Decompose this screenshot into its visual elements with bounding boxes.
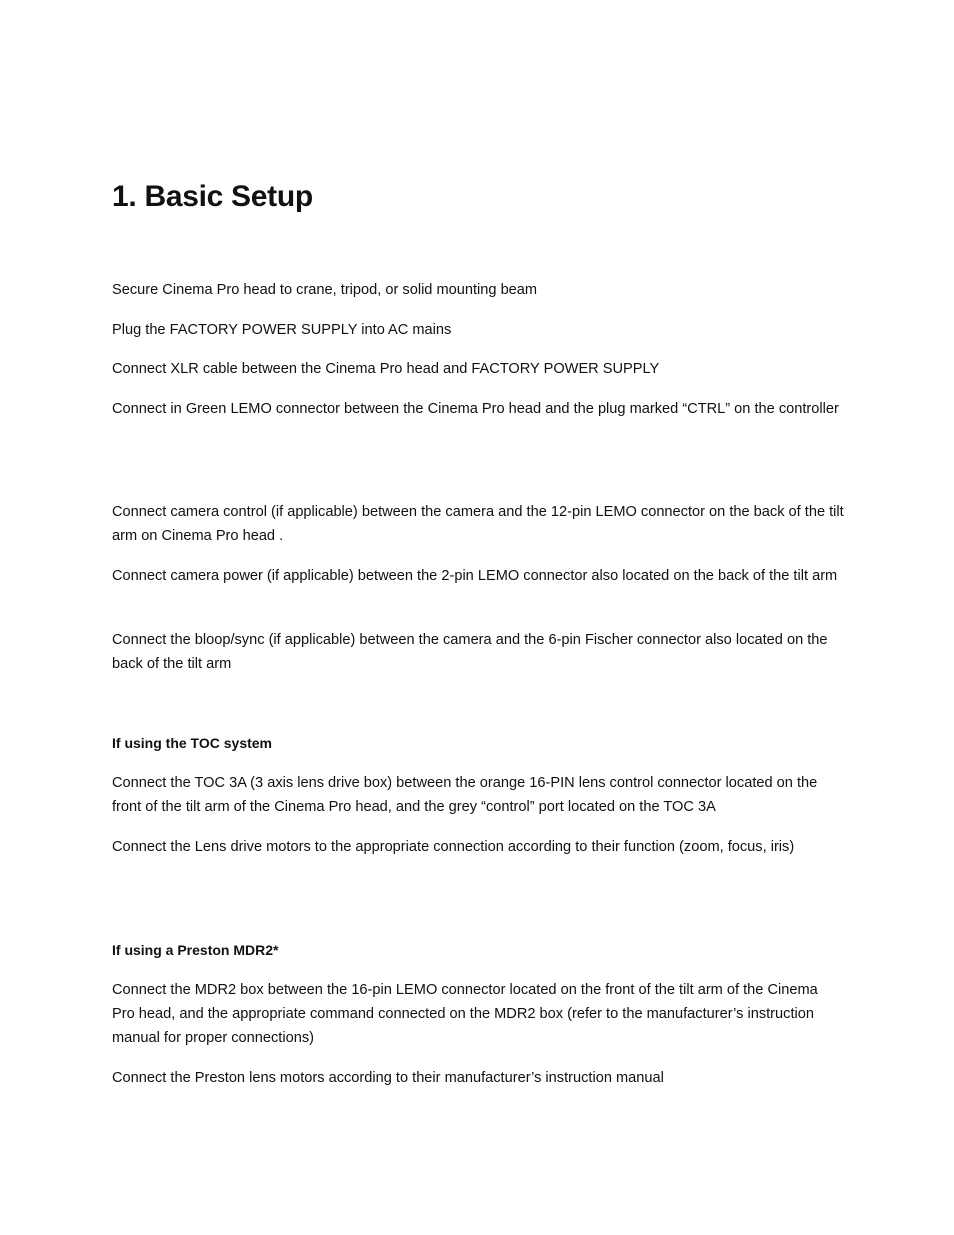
step-plug-power-supply: Plug the FACTORY POWER SUPPLY into AC mains — [112, 322, 452, 338]
step-preston-motors: Connect the Preston lens motors according to their manufacturer’s instruction manual — [112, 1070, 664, 1086]
step-camera-power: Connect camera power (if applicable) between the 2-pin LEMO connector also located on the back of the tilt arm — [112, 568, 838, 584]
step-secure-head: Secure Cinema Pro head to crane, tripod, or solid mounting beam — [112, 282, 538, 298]
step-toc-3a: Connect the TOC 3A (3 axis lens drive box) between the orange 16-PIN lens control connector located on the front of the tilt arm of the Cinema Pro head, and the grey “control” port located on the TOC 3A — [112, 775, 818, 815]
step-lens-drive-motors: Connect the Lens drive motors to the appropriate connection according to their function (zoom, focus, iris) — [112, 839, 795, 855]
step-bloop-sync: Connect the bloop/sync (if applicable) between the camera and the 6-pin Fischer connector also located on the back of the tilt arm — [112, 632, 828, 672]
step-connect-xlr: Connect XLR cable between the Cinema Pro head and FACTORY POWER SUPPLY — [112, 361, 660, 377]
step-connect-green-lemo: Connect in Green LEMO connector between the Cinema Pro head and the plug marked “CTRL” on the controller — [112, 401, 839, 417]
step-camera-control: Connect camera control (if applicable) between the camera and the 12-pin LEMO connector on the back of the tilt arm on Cinema Pro head . — [112, 504, 844, 544]
step-mdr2-box: Connect the MDR2 box between the 16-pin LEMO connector located on the front of the tilt arm of the Cinema Pro head, and the appropriate command connected on the MDR2 box (refer to the manufacturer’s instruction manual for proper connections) — [112, 982, 818, 1046]
preston-subheading: If using a Preston MDR2* — [112, 942, 279, 958]
section-heading: 1. Basic Setup — [112, 180, 313, 213]
toc-subheading: If using the TOC system — [112, 735, 272, 751]
